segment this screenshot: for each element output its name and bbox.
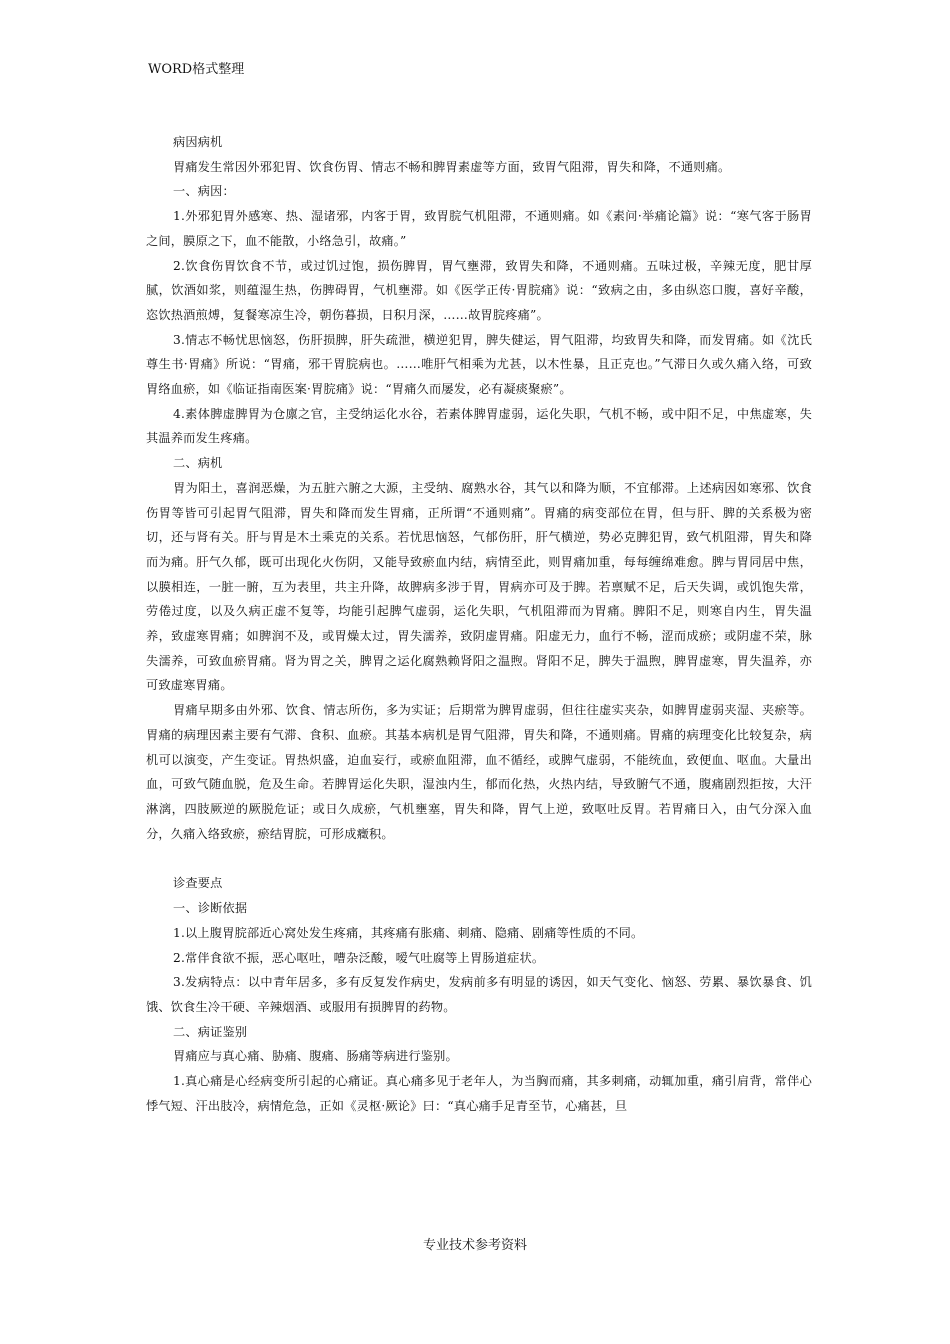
document-body: [146, 130, 812, 1118]
section-heading: 病因病机: [173, 135, 223, 149]
body-paragraph: 胃痛发生常因外邪犯胃、饮食伤胃、情志不畅和脾胃素虚等方面，致胃气阻滞，胃失和降，不通则痛。: [173, 159, 731, 174]
body-paragraph: 3.发病特点：以中青年居多，多有反复发作病史，发病前多有明显的诱因，如天气变化、恼怒、劳累、暴饮暴食、饥饿、饮食生冷干硬、辛辣烟酒、或服用有损脾胃的药物。: [146, 975, 812, 1014]
body-paragraph: 2.饮食伤胃饮食不节，或过饥过饱，损伤脾胃，胃气壅滞，致胃失和降，不通则痛。五味过极，辛辣无度，肥甘厚腻，饮酒如浆，则蕴湿生热，伤脾碍胃，气机壅滞。如《医学正传·胃脘痛》说：“致病之由，多由纵恣口腹，喜好辛酸，恣饮热酒煎煿，复餐寒凉生冷，朝伤暮损，日积月深，……故胃脘疼痛”。: [146, 258, 812, 322]
body-paragraph: 4.素体脾虚脾胃为仓廪之官，主受纳运化水谷，若素体脾胃虚弱，运化失职，气机不畅，或中阳不足，中焦虚寒，失其温养而发生疼痛。: [146, 406, 812, 446]
page-footer: 专业技术参考资料: [422, 1238, 527, 1253]
body-paragraph: 胃为阳土，喜润恶燥，为五脏六腑之大源，主受纳、腐熟水谷，其气以和降为顺，不宜郁滞。上述病因如寒邪、饮食伤胃等皆可引起胃气阻滞，胃失和降而发生胃痛，正所谓“不通则痛”。胃痛的病变部位在胃，但与肝、脾的关系极为密切，还与肾有关。肝与胃是木土乘克的关系。若忧思恼怒，气郁伤肝，肝气横逆，势必克脾犯胃，致气机阻滞，胃失和降而为痛。肝气久郁，既可出现化火伤阴，又能导致瘀血内结，病情至此，则胃痛加重，每每缠绵难愈。脾与胃同居中焦，以膜相连，一脏一腑，互为表里，共主升降，故脾病多涉于胃，胃病亦可及于脾。若禀赋不足，后天失调，或饥饱失常，劳倦过度，以及久病正虚不复等，均能引起脾气虚弱，运化失职，气机阻滞而为胃痛。脾阳不足，则寒自内生，胃失温养，致虚寒胃痛；如脾润不及，或胃燥太过，胃失濡养，致阴虚胃痛。阳虚无力，血行不畅，涩而成瘀；或阴虚不荣，脉失濡养，可致血瘀胃痛。肾为胃之关，脾胃之运化腐熟赖肾阳之温煦。肾阳不足，脾失于温煦，脾胃虚寒，胃失温养，亦可致虚寒胃痛。: [146, 480, 812, 693]
body-paragraph: 3.情志不畅忧思恼怒，伤肝损脾，肝失疏泄，横逆犯胃，脾失健运，胃气阻滞，均致胃失和降，而发胃痛。如《沈氏尊生书·胃痛》所说：“胃痛，邪干胃脘病也。……唯肝气相乘为尤甚，以木性暴，且正克也。”气滞日久或久痛入络，可致胃络血瘀，如《临证指南医案·胃脘痛》说：“胃痛久而屡发，必有凝痰聚瘀”。: [146, 332, 812, 397]
body-paragraph: 2.常伴食欲不振，恶心呕吐，嘈杂泛酸，嗳气吐腐等上胃肠道症状。: [173, 950, 545, 965]
body-paragraph: 1.真心痛是心经病变所引起的心痛证。真心痛多见于老年人，为当胸而痛，其多刺痛，动辄加重，痛引肩背，常伴心悸气短、汗出肢冷，病情危急，正如《灵枢·厥论》曰：“真心痛手足青至节，心痛甚，旦: [146, 1074, 812, 1113]
section-heading: 一、诊断依据: [173, 901, 248, 916]
section-heading: 二、病机: [173, 456, 223, 471]
body-paragraph: 1.以上腹胃脘部近心窝处发生疼痛，其疼痛有胀痛、刺痛、隐痛、剧痛等性质的不同。: [173, 925, 644, 940]
body-paragraph: 1.外邪犯胃外感寒、热、湿诸邪，内客于胃，致胃脘气机阻滞，不通则痛。如《素问·举痛论篇》说：“寒气客于肠胃之间，膜原之下，血不能散，小络急引，故痛。”: [146, 209, 812, 248]
page-header: WORD格式整理: [148, 62, 245, 77]
section-heading: 诊查要点: [173, 876, 223, 891]
body-paragraph: 胃痛应与真心痛、胁痛、腹痛、肠痛等病进行鉴别。: [173, 1049, 458, 1064]
section-heading: 一、病因：: [173, 184, 235, 199]
body-paragraph: 胃痛早期多由外邪、饮食、情志所伤，多为实证；后期常为脾胃虚弱，但往往虚实夹杂，如脾胃虚弱夹湿、夹瘀等。胃痛的病理因素主要有气滞、食积、血瘀。其基本病机是胃气阻滞，胃失和降，不通则痛。胃痛的病理变化比较复杂，病机可以演变，产生变证。胃热炽盛，迫血妄行，或瘀血阻滞，血不循经，或脾气虚弱，不能统血，致便血、呕血。大量出血，可致气随血脱，危及生命。若脾胃运化失职，湿浊内生，郁而化热，火热内结，导致腑气不通，腹痛剧烈拒按，大汗淋漓，四肢厥逆的厥脱危证；或日久成瘀，气机壅塞，胃失和降，胃气上逆，致呕吐反胃。若胃痛日入，由气分深入血分，久痛入络致瘀，瘀结胃脘，可形成癥积。: [146, 703, 812, 841]
section-heading: 二、病证鉴别: [173, 1024, 248, 1039]
